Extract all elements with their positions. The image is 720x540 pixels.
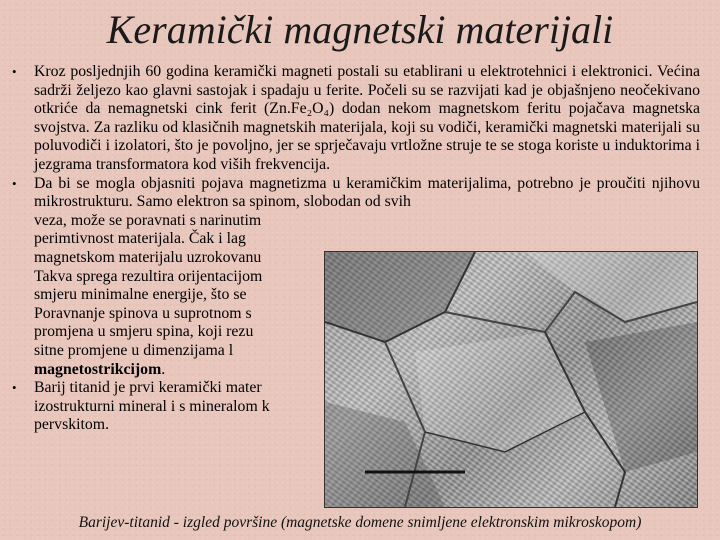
bold-term: magnetostrikcijom: [34, 360, 162, 378]
bullet-text-line: veza, može se poravnati s narinutim: [34, 211, 262, 229]
bullet-text-line: Takva sprega rezultira orijentacijom: [34, 267, 263, 285]
electron-microscope-image: [324, 251, 698, 508]
bullet-text-line: magnetskom materijalu uzrokovanu: [34, 248, 262, 266]
bullet-text-line: pervskitom.: [34, 416, 110, 434]
bullet-item: [12, 63, 700, 175]
bullet-text-line: smjeru minimalne energije, što se: [34, 286, 247, 304]
punctuation: .: [161, 360, 166, 378]
slide-title: Keramički magnetski materijali: [106, 7, 614, 52]
microstructure-illustration: [325, 252, 697, 507]
bullet-text: Da bi se mogla objasniti pojava magnetizma u keramičkim materijalima, potrebno je proučiti njihovu mikrostrukturu. Samo elektron sa spinom, slobodan od svih: [34, 174, 700, 211]
image-caption: Barijev-titanid - izgled površine (magnetske domene snimljene elektronskim mikroskopom): [78, 514, 642, 531]
bullet-text-line: izostrukturni mineral i s mineralom k: [34, 397, 270, 415]
bullet-text-line: Poravnanje spinova u suprotnom s: [34, 304, 252, 322]
bullet-text-line: perimtivnost materijala. Čak i lag: [34, 230, 246, 248]
bullet-text: Kroz posljednjih 60 godina keramički magneti postali su etablirani u elektrotehnici i elektronici. Većina sadrži željezo kao glavni sastojak i spadaju u ferite. Počeli su se razvijati kad je objašnjeno neočekivano otkriće da nemagnetski cink ferit (Zn.Fe₂O₄) dodan nekom magnetskom feritu pojačava magnetska svojstva. Za razliku od klasičnih magnetskih materijala, koji su vodiči, keramički magnetski materijali su poluvodiči i izolatori, što je povoljno, jer se sprječavaju vrtložne struje te se stoga koriste u induktorima i jezgrama transformatora kod viših frekvencija.: [34, 63, 700, 173]
bullet-icon: •: [12, 380, 17, 396]
bullet-text-line: promjena u smjeru spina, koji rezu: [34, 323, 254, 341]
bullet-icon: •: [12, 175, 17, 191]
bullet-text-line: sitne promjene u dimenzijama l: [34, 341, 234, 359]
bullet-icon: •: [12, 64, 17, 79]
bullet-text-line: Barij titanid je prvi keramički mater: [34, 379, 262, 397]
